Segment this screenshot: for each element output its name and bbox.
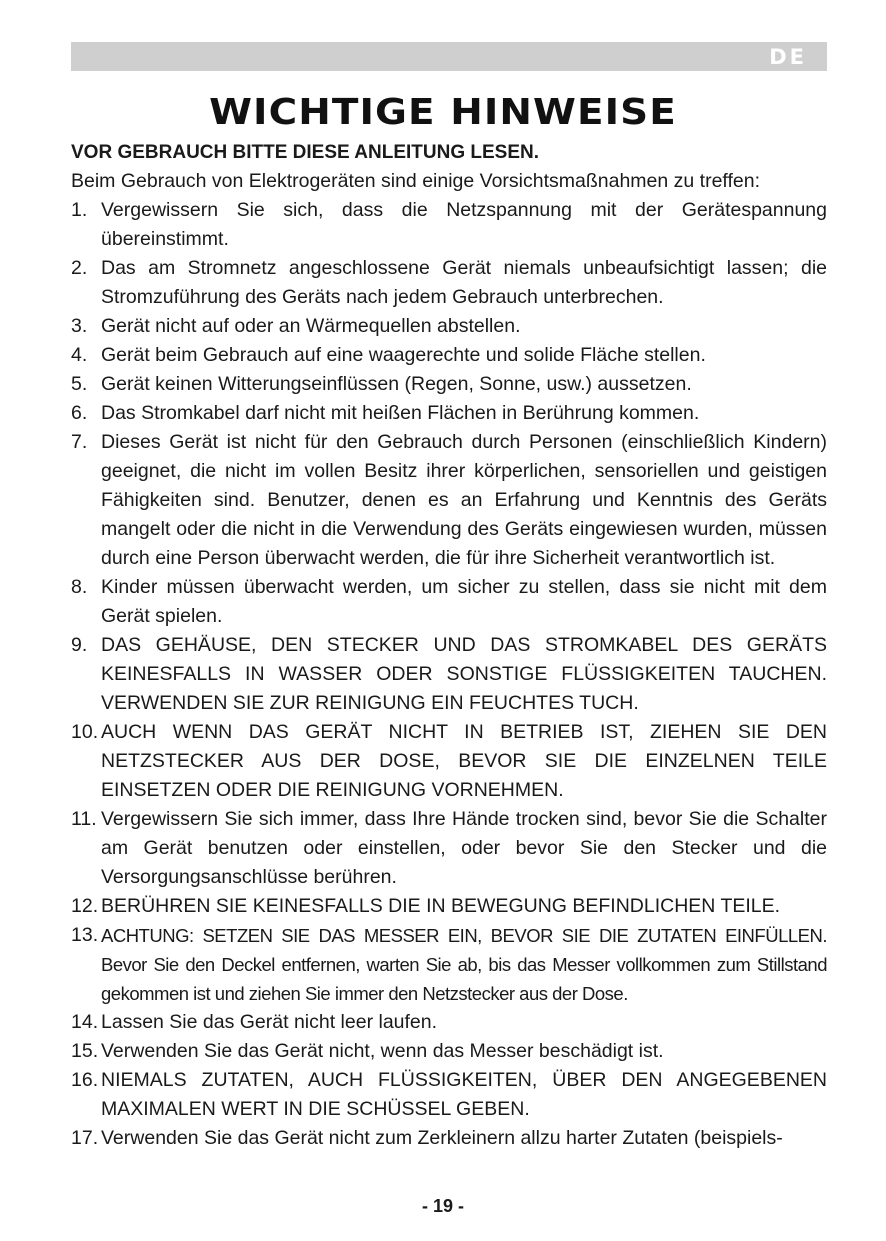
header-bar — [71, 42, 827, 71]
item-text: NIEMALS ZUTATEN, AUCH FLÜSSIGKEITEN, ÜBER DEN ANGEGEBENEN MAXIMALEN WERT IN DIE SCHÜSSEL GEBEN. — [101, 1069, 827, 1120]
language-code: DE — [769, 45, 807, 69]
intro-text: Beim Gebrauch von Elektrogeräten sind einige Vorsichtsmaßnahmen zu treffen: — [71, 170, 761, 192]
intro-bold-line: VOR GEBRAUCH BITTE DIESE ANLEITUNG LESEN. — [71, 142, 539, 163]
item-number: 8. — [71, 576, 88, 598]
item-number: 6. — [71, 402, 88, 424]
item-number: 9. — [71, 634, 88, 656]
list-item — [71, 341, 827, 370]
item-number: 16. — [71, 1069, 99, 1091]
item-number: 7. — [71, 431, 88, 453]
item-text: Lassen Sie das Gerät nicht leer laufen. — [101, 1011, 438, 1033]
item-number: 11. — [71, 808, 97, 830]
list-item — [71, 428, 827, 573]
document-body — [71, 138, 827, 1153]
item-number: 17. — [71, 1127, 99, 1149]
item-text: AUCH WENN DAS GERÄT NICHT IN BETRIEB IST, ZIEHEN SIE DEN NETZSTECKER AUS DER DOSE, BEVOR SIE DIE EINZELNEN TEILE EINSETZEN ODER DIE REINIGUNG VORNEHMEN. — [101, 721, 827, 801]
list-item — [71, 1124, 827, 1153]
item-text: Gerät keinen Witterungseinflüssen (Regen, Sonne, usw.) aussetzen. — [101, 373, 692, 395]
safety-list — [71, 196, 827, 1153]
item-text: Verwenden Sie das Gerät nicht, wenn das Messer beschädigt ist. — [101, 1040, 664, 1062]
list-item — [71, 1008, 827, 1037]
item-text: Vergewissern Sie sich, dass die Netzspannung mit der Gerätespannung übereinstimmt. — [101, 199, 827, 250]
item-text: Vergewissern Sie sich immer, dass Ihre Hände trocken sind, bevor Sie die Schalter am Gerät benutzen oder einstellen, oder bevor Sie den Stecker und die Versorgungsanschlüsse berühren. — [101, 808, 827, 888]
item-text: Gerät nicht auf oder an Wärmequellen abstellen. — [101, 315, 521, 337]
item-text: Das am Stromnetz angeschlossene Gerät niemals unbeaufsichtigt lassen; die Stromzuführung des Geräts nach jedem Gebrauch unterbrechen. — [101, 257, 827, 308]
item-text: DAS GEHÄUSE, DEN STECKER UND DAS STROMKABEL DES GERÄTS KEINESFALLS IN WASSER ODER SONSTIGE FLÜSSIGKEITEN TAUCHEN. VERWENDEN SIE ZUR REINIGUNG EIN FEUCHTES TUCH. — [101, 634, 827, 714]
item-text: Das Stromkabel darf nicht mit heißen Flächen in Berührung kommen. — [101, 402, 700, 424]
item-number: 3. — [71, 315, 88, 337]
item-number: 5. — [71, 373, 88, 395]
item-number: 15. — [71, 1040, 99, 1062]
item-number: 4. — [71, 344, 88, 366]
list-item — [71, 718, 827, 805]
item-text: ACHTUNG: SETZEN SIE DAS MESSER EIN, BEVOR SIE DIE ZUTATEN EINFÜLLEN. Bevor Sie den Deckel entfernen, warten Sie ab, bis das Messer vollkommen zum Stillstand gekommen ist und ziehen Sie immer den Netzstecker aus der Dose. — [101, 925, 827, 1004]
list-item — [71, 399, 827, 428]
list-item — [71, 1037, 827, 1066]
item-number: 14. — [71, 1011, 99, 1033]
item-text: Dieses Gerät ist nicht für den Gebrauch durch Personen (einschließlich Kindern) geeignet, die nicht im vollen Besitz ihrer körperlichen, sensoriellen und geistigen Fähigkeiten sind. Benutzer, denen es an Erfahrung und Kenntnis des Geräts mangelt oder die nicht in die Verwendung des Geräts eingewiesen wurden, müssen durch eine Person überwacht werden, die für ihre Sicherheit verantwortlich ist. — [101, 431, 827, 569]
list-item — [71, 254, 827, 312]
list-item — [71, 196, 827, 254]
list-item — [71, 573, 827, 631]
list-item — [71, 631, 827, 718]
item-number: 2. — [71, 257, 88, 279]
list-item — [71, 312, 827, 341]
list-item — [71, 805, 827, 892]
item-text: Gerät beim Gebrauch auf eine waagerechte und solide Fläche stellen. — [101, 344, 706, 366]
item-text: Kinder müssen überwacht werden, um sicher zu stellen, dass sie nicht mit dem Gerät spielen. — [101, 576, 827, 627]
item-number: 13. — [71, 924, 99, 946]
item-text: Verwenden Sie das Gerät nicht zum Zerkleinern allzu harter Zutaten (beispiels- — [101, 1127, 783, 1149]
item-number: 10. — [71, 721, 99, 743]
item-text: BERÜHREN SIE KEINESFALLS DIE IN BEWEGUNG BEFINDLICHEN TEILE. — [101, 895, 781, 917]
item-number: 1. — [71, 199, 88, 221]
list-item — [71, 892, 827, 921]
page-number: - 19 - — [421, 1196, 464, 1216]
list-item — [71, 921, 827, 1008]
item-number: 12. — [71, 895, 99, 917]
list-item — [71, 370, 827, 399]
list-item — [71, 1066, 827, 1124]
page-title: WICHTIGE HINWEISE — [209, 92, 677, 133]
